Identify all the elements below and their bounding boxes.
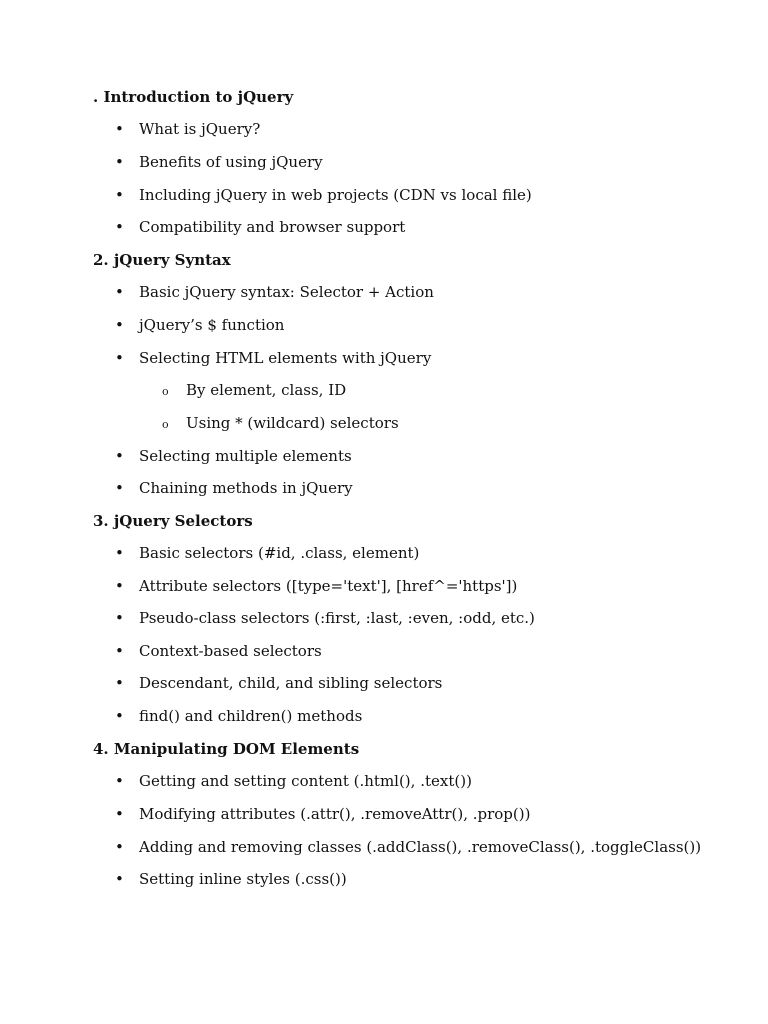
list-item — [115, 805, 530, 823]
list-item — [115, 674, 442, 692]
bullet-icon: • — [115, 577, 124, 595]
list-item-text: Modifying attributes (.attr(), .removeAttr(), .prop()) — [139, 805, 531, 823]
sub-list-item — [162, 381, 346, 399]
section-heading: 3. jQuery Selectors — [93, 512, 253, 530]
list-item — [115, 283, 434, 301]
bullet-icon: • — [115, 120, 124, 138]
section-heading: . Introduction to jQuery — [93, 88, 294, 106]
list-item-text: Selecting HTML elements with jQuery — [139, 349, 432, 367]
list-item — [115, 838, 701, 856]
bullet-icon: • — [115, 283, 124, 301]
list-item-text: Pseudo-class selectors (:first, :last, :even, :odd, etc.) — [139, 609, 535, 627]
bullet-icon: • — [115, 772, 124, 790]
bullet-icon: • — [115, 642, 124, 660]
bullet-icon: • — [115, 349, 124, 367]
sub-list-item — [162, 414, 399, 432]
list-item-text: Selecting multiple elements — [139, 447, 352, 465]
bullet-icon: • — [115, 316, 124, 334]
bullet-icon: • — [115, 609, 124, 627]
list-item-text: find() and children() methods — [139, 707, 363, 725]
circle-bullet-icon: o — [162, 418, 169, 431]
bullet-icon: • — [115, 805, 124, 823]
list-item — [115, 153, 323, 171]
bullet-icon: • — [115, 479, 124, 497]
bullet-icon: • — [115, 544, 124, 562]
section-heading: 2. jQuery Syntax — [93, 251, 231, 269]
list-item — [115, 609, 535, 627]
bullet-icon: • — [115, 153, 124, 171]
list-item-text: Compatibility and browser support — [139, 218, 406, 236]
list-item-text: Adding and removing classes (.addClass(), .removeClass(), .toggleClass()) — [139, 838, 702, 856]
list-item — [115, 120, 260, 138]
list-item — [115, 772, 472, 790]
list-item — [115, 642, 322, 660]
list-item-text: Setting inline styles (.css()) — [139, 870, 347, 888]
bullet-icon: • — [115, 186, 124, 204]
list-item-text: Attribute selectors ([type='text'], [href^='https']) — [139, 577, 518, 595]
list-item-text: Getting and setting content (.html(), .text()) — [139, 772, 472, 790]
circle-bullet-icon: o — [162, 385, 169, 398]
list-item — [115, 707, 362, 725]
bullet-icon: • — [115, 218, 124, 236]
list-item — [115, 349, 431, 367]
bullet-icon: • — [115, 447, 124, 465]
list-item-text: Benefits of using jQuery — [139, 153, 323, 171]
list-item — [115, 577, 517, 595]
list-item-text: jQuery’s $ function — [139, 316, 285, 334]
list-item-text: Descendant, child, and sibling selectors — [139, 674, 443, 692]
list-item — [115, 218, 405, 236]
bullet-icon: • — [115, 838, 124, 856]
bullet-icon: • — [115, 674, 124, 692]
list-item — [115, 544, 419, 562]
sub-list-item-text: Using * (wildcard) selectors — [186, 414, 399, 432]
bullet-icon: • — [115, 870, 124, 888]
list-item-text: What is jQuery? — [139, 120, 261, 138]
list-item — [115, 186, 532, 204]
list-item — [115, 447, 352, 465]
list-item — [115, 870, 347, 888]
section-heading: 4. Manipulating DOM Elements — [93, 740, 360, 758]
sub-list-item-text: By element, class, ID — [186, 381, 347, 399]
list-item — [115, 479, 353, 497]
list-item-text: Basic selectors (#id, .class, element) — [139, 544, 420, 562]
list-item-text: Including jQuery in web projects (CDN vs local file) — [139, 186, 532, 204]
list-item — [115, 316, 284, 334]
bullet-icon: • — [115, 707, 124, 725]
list-item-text: Basic jQuery syntax: Selector + Action — [139, 283, 434, 301]
list-item-text: Context-based selectors — [139, 642, 322, 660]
list-item-text: Chaining methods in jQuery — [139, 479, 353, 497]
